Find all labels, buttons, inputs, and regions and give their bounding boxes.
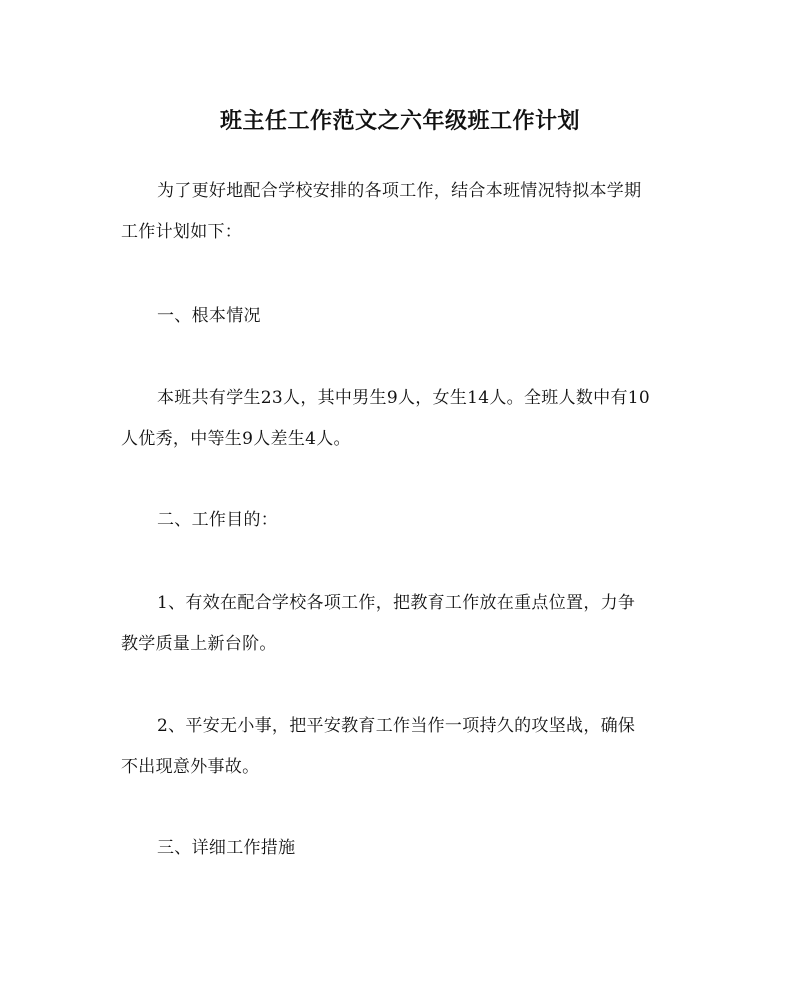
paragraph-line: 2、平安无小事，把平安教育工作当作一项持久的攻坚战，确保 [157,716,636,736]
paragraph-intro [121,171,681,253]
paragraph-line: 教学质量上新台阶。 [121,634,277,654]
heading-detailed-measures [121,828,681,869]
paragraph-line: 工作计划如下： [121,222,243,242]
paragraph-line: 本班共有学生23人，其中男生9人，女生14人。全班人数中有10 [157,388,651,408]
paragraph-line: 为了更好地配合学校安排的各项工作，结合本班情况特拟本学期 [157,181,642,201]
paragraph-line: 人优秀，中等生9人差生4人。 [121,429,351,449]
heading-text: 二、工作目的： [157,510,279,530]
heading-basic-situation [121,296,681,337]
paragraph-line: 1、有效在配合学校各项工作，把教育工作放在重点位置，力争 [157,593,636,613]
heading-text: 三、详细工作措施 [157,838,296,858]
paragraph-line: 不出现意外事故。 [121,757,260,777]
paragraph-goal-1 [121,583,681,665]
heading-work-goals [121,500,681,541]
document-title: 班主任工作范文之六年级班工作计划 [219,108,580,134]
heading-text: 一、根本情况 [157,306,261,326]
paragraph-class-stats [121,378,681,460]
paragraph-goal-2 [121,706,681,788]
